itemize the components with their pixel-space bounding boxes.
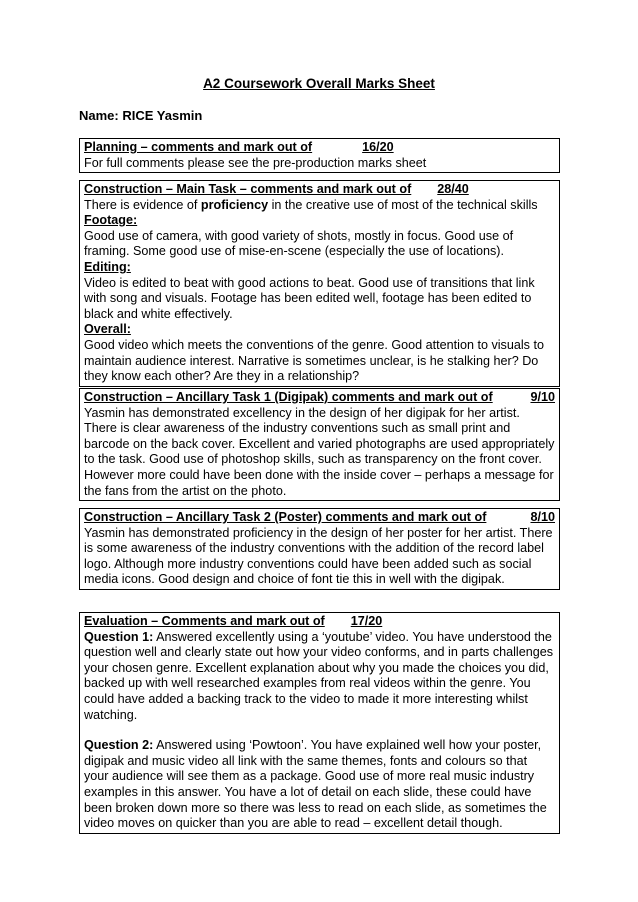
paragraph-gap: [84, 723, 555, 738]
overall-label: Overall:: [84, 322, 131, 337]
intro-bold: proficiency: [200, 197, 269, 212]
ancillary2-heading-text: Construction – Ancillary Task 2 (Poster) comments and mark out of: [84, 510, 487, 524]
evaluation-mark: 17/20: [350, 614, 383, 628]
ancillary1-heading-text: Construction – Ancillary Task 1 (Digipak) comments and mark out of: [84, 390, 493, 404]
construction-main-section: [79, 180, 560, 387]
overall-text: Good video which meets the conventions of the genre. Good attention to visuals to maintain audience interest. Narrative is sometimes unclear, is he stalking her? Do they know each other? Are they in a relationship?: [84, 337, 544, 384]
editing-label: Editing:: [84, 259, 131, 274]
ancillary1-text: Yasmin has demonstrated excellency in the design of her digipak for her artist. There is clear awareness of the industry conventions such as small print and barcode on the back cover. Excellent and varied photographs are used appropriately to the task. Good use of photoshop skills, such as transparency on the front cover. However more could have been done with the inside cover – perhaps a message for the fans from the artist on the photo.: [84, 405, 555, 498]
q2-paragraph: [84, 738, 555, 832]
q1-text: Answered excellently using a ‘youtube’ video. You have understood the question well and clearly state out how your video conforms, and in parts challenges your chosen genre. Excellent explanation about why you made the choices you did, backed up with well researched examples from real videos within the genre. You could have added a backing track to the video to made it more interesting whilst watching.: [84, 629, 554, 722]
footage-label: Footage:: [84, 213, 138, 228]
construction-main-heading: [84, 182, 555, 198]
editing-text: Video is edited to beat with good actions to beat. Good use of transitions that link with song and visuals. Footage has been edited well, footage has been edited to black and white effectively.: [84, 275, 535, 321]
ancillary2-heading: [84, 510, 555, 526]
planning-heading-text: Planning – comments and mark out of: [84, 140, 313, 154]
intro-before: There is evidence of: [84, 197, 201, 212]
planning-section: [79, 138, 560, 173]
construction-main-intro: [84, 198, 555, 214]
q2-label: Question 2:: [84, 738, 154, 753]
student-name: Name: RICE Yasmin: [79, 108, 203, 123]
ancillary1-mark: 9/10: [530, 390, 555, 404]
construction-main-heading-text: Construction – Main Task – comments and mark out of: [84, 182, 412, 196]
planning-mark: 16/20: [362, 140, 394, 154]
construction-main-mark: 28/40: [437, 182, 469, 196]
ancillary2-mark: 8/10: [530, 510, 555, 524]
q1-paragraph: [84, 630, 555, 724]
page-title: A2 Coursework Overall Marks Sheet: [203, 76, 435, 91]
planning-heading: [84, 140, 555, 156]
q2-text: Answered using ‘Powtoon’. You have explained well how your poster, digipak and music video all link with the same themes, fonts and colours so that your audience will see them as a package. Good use of more real music industry examples in this answer. You have a lot of detail on each slide, these could have been broken down more so there was less to read on each slide, as sometimes the video moves on quicker than you are able to read – excellent detail though.: [84, 738, 547, 831]
ancillary1-section: [79, 388, 560, 501]
evaluation-section: [79, 612, 560, 834]
planning-text: For full comments please see the pre-production marks sheet: [84, 155, 427, 170]
ancillary1-heading: [84, 390, 555, 406]
ancillary2-section: [79, 508, 560, 590]
evaluation-heading-text: Evaluation – Comments and mark out of: [84, 614, 325, 628]
evaluation-heading: [84, 614, 555, 630]
footage-text: Good use of camera, with good variety of shots, mostly in focus. Good use of framing. Some good use of mise-en-scene (especially the use of locations).: [84, 228, 514, 259]
q1-label: Question 1:: [84, 629, 154, 644]
ancillary2-text: Yasmin has demonstrated proficiency in the design of her poster for her artist. There is some awareness of the industry conventions with the addition of the record label logo. Although more industry conventions could have been added such as social media icons. Good design and choice of font tie this in well with the digipak.: [84, 525, 553, 587]
intro-after: in the creative use of most of the technical skills: [268, 197, 538, 212]
